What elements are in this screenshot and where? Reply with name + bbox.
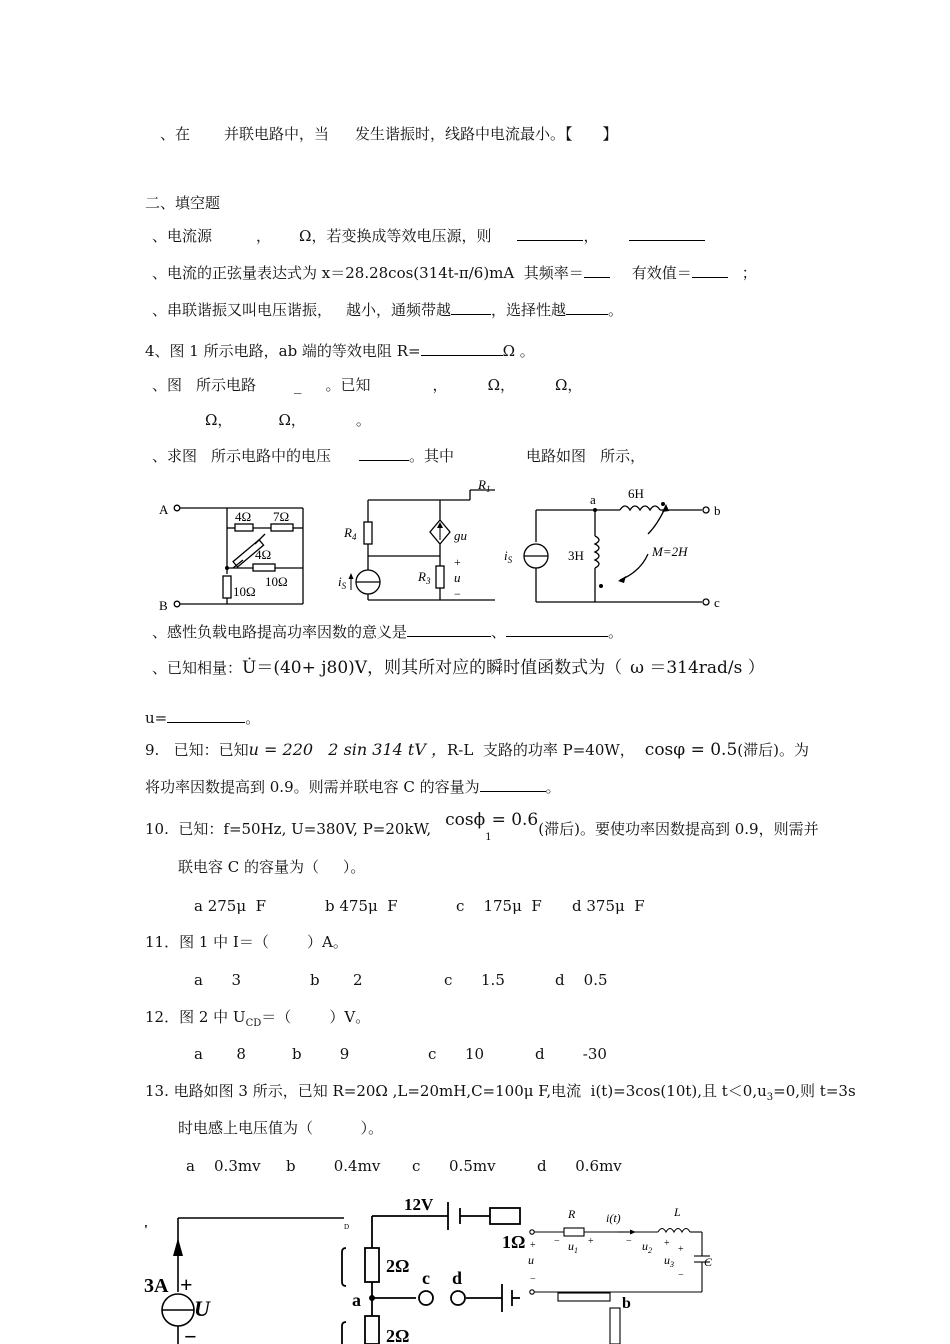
question-10 (145, 810, 819, 846)
svg-text:u1 (568, 1239, 578, 1255)
text: Ω， (555, 376, 583, 394)
answer-blank[interactable] (407, 621, 491, 637)
mutual-inductance-label: M=2H (652, 544, 688, 559)
option[interactable]: b 0.4mv (286, 1157, 381, 1175)
question-10-cont: 联电容 C 的容量为（ ）。 (178, 858, 366, 876)
resistor-label: 10Ω (233, 584, 256, 599)
text: ； (741, 264, 757, 282)
resistor-label: 10Ω (265, 574, 288, 589)
answer-blank[interactable] (506, 621, 608, 637)
option[interactable]: d 0.5 (555, 971, 608, 989)
minus-sign: − (530, 1274, 536, 1285)
fill-5-cont (205, 410, 371, 430)
text: 、图 (152, 376, 183, 394)
answer-blank[interactable] (584, 262, 610, 278)
svg-text:u3 (664, 1253, 674, 1269)
figure-3-mutual-inductance-circuit (500, 484, 740, 610)
resistor-label: 1Ω (502, 1232, 526, 1252)
svg-text:u2 (642, 1239, 652, 1255)
text: ， (256, 227, 272, 245)
voltage-label: 12V (404, 1195, 434, 1214)
minus-sign: − (454, 587, 461, 601)
question-13 (145, 1081, 856, 1108)
text: ＝（ ）V。 (261, 1008, 371, 1026)
resistor-label: R (344, 525, 352, 540)
text: 。 (608, 301, 624, 319)
text: _ (294, 376, 302, 394)
text: 、在 (160, 125, 191, 143)
text: 。 (355, 411, 371, 429)
omega-expression: ω ＝314rad/s ） (630, 658, 765, 678)
current-label: i(t) (606, 1211, 621, 1225)
svg-text:R3 (417, 569, 431, 586)
resistor-label: R (418, 569, 426, 584)
text: 12．图 2 中 U (145, 1008, 246, 1026)
subscript: 2 (648, 1246, 652, 1255)
resistor-label: R (478, 477, 486, 492)
inductor-label: L (674, 1205, 681, 1219)
answer-blank[interactable] (451, 299, 491, 315)
text: 、感性负载电路提高功率因数的意义是 (152, 623, 408, 641)
subscript: S (507, 555, 513, 565)
voltage-label: u (664, 1253, 670, 1267)
voltage-label: u (454, 570, 461, 585)
answer-blank[interactable] (421, 340, 503, 356)
current-source-label: i (338, 574, 342, 589)
resistor-label: 2Ω (386, 1256, 410, 1276)
text: Ω， (487, 376, 515, 394)
terminal-b-label: B (159, 598, 168, 613)
question-11: 11．图 1 中 I＝（ ）A。 (145, 933, 348, 951)
text: u= (145, 709, 168, 727)
option[interactable]: a 0.3mv (186, 1157, 261, 1175)
figure-6-rlc-series-circuit (518, 1204, 723, 1344)
dependent-source-label: gu (454, 528, 467, 543)
text: 发生谐振时，线路中电流最小。【 (355, 125, 573, 143)
subscript: 3 (670, 1260, 674, 1269)
figure-5-voltage-source-circuit (336, 1188, 526, 1344)
fill-1 (152, 225, 705, 246)
question-9 (145, 740, 809, 760)
option[interactable]: c 175μ F (456, 897, 542, 915)
text: Ω，若变换成等效电压源，则 (299, 227, 492, 245)
option[interactable]: c 1.5 (444, 971, 505, 989)
option[interactable]: b 9 (292, 1045, 350, 1063)
figure-2-dependent-source-circuit (330, 476, 495, 606)
question-12 (145, 1007, 370, 1034)
resistor-label: R (568, 1207, 576, 1221)
node-a-label: a (590, 492, 596, 507)
subscript: 3 (766, 1092, 774, 1103)
current-source-label: 3A (144, 1275, 169, 1297)
plus-sign: + (454, 555, 461, 569)
plus-sign: + (588, 1236, 594, 1247)
text: 4、图 1 所示电路，ab 端的等效电阻 R= (145, 342, 421, 360)
terminal-b-label: b (714, 503, 721, 518)
answer-blank[interactable] (517, 225, 583, 241)
minus-sign: − (678, 1270, 684, 1281)
text: 。已知 (325, 376, 371, 394)
text: Ω， (205, 411, 233, 429)
option[interactable]: d 375μ F (572, 897, 645, 915)
text: ， (583, 227, 599, 245)
answer-blank[interactable] (167, 707, 245, 723)
text: 、电流的正弦量表达式为 x＝28.28cos(314t-π/6)mA 其频率＝ (152, 264, 584, 282)
plus-sign: + (530, 1240, 536, 1251)
fill-4 (145, 340, 535, 361)
q-line-1 (160, 124, 618, 144)
text: 10. 已知：f=50Hz, U=380V, P=20kW, (145, 820, 432, 838)
subscript: 1 (485, 484, 491, 494)
question-13-cont: 时电感上电压值为（ ）。 (178, 1119, 384, 1137)
fill-7 (152, 621, 623, 642)
subscript: CD (245, 1018, 262, 1029)
formula: = 0.6 (491, 810, 539, 830)
phasor-expression: U̇＝(40+ j80)V，则其所对应的瞬时值函数式为（ (242, 658, 623, 678)
svg-text:iS (338, 574, 347, 591)
node-d-label: D (344, 1223, 350, 1231)
voltage-label: u (568, 1239, 574, 1253)
fill-5 (152, 375, 582, 395)
option[interactable]: a 3 (194, 971, 242, 989)
fill-3 (152, 299, 623, 320)
text: 。 (545, 778, 561, 796)
minus-sign: − (184, 1324, 197, 1344)
minus-sign: − (626, 1236, 632, 1247)
text: 、电流源 (152, 227, 213, 245)
text: 。 (245, 709, 261, 727)
figure-1-resistor-network (155, 488, 315, 612)
answer-blank[interactable] (359, 445, 409, 461)
text: 、已知相量： (152, 659, 243, 677)
resistor-label: 4Ω (235, 509, 252, 524)
node-b-label: b (622, 1295, 631, 1312)
node-d-label: d (452, 1268, 463, 1288)
option[interactable]: d -30 (535, 1045, 607, 1063)
text: ，选择性越 (491, 301, 567, 319)
option[interactable]: d 0.6mv (537, 1157, 622, 1175)
subscript: 3 (425, 576, 431, 586)
fill-6 (152, 445, 645, 466)
resistor-label: 4Ω (255, 547, 272, 562)
option[interactable]: c 0.5mv (412, 1157, 496, 1175)
resistor-label: 7Ω (273, 509, 290, 524)
figure-4-current-source-circuit (140, 1200, 355, 1344)
plus-sign: + (664, 1238, 670, 1249)
fill-2 (152, 262, 757, 283)
text: 所示电路 (196, 376, 257, 394)
subscript: 1 (574, 1246, 578, 1255)
voltage-label: u (642, 1239, 648, 1253)
option[interactable]: b 475μ F (325, 897, 398, 915)
question-9-cont (145, 776, 561, 797)
option[interactable]: c 10 (428, 1045, 485, 1063)
option[interactable]: a 275μ F (194, 897, 267, 915)
svg-text:R4 (343, 525, 357, 542)
terminal-c-label: c (714, 595, 720, 610)
text: 有效值＝ (631, 264, 692, 282)
node-c-label: c (422, 1268, 430, 1288)
text: Ω， (278, 411, 306, 429)
subscript: S (341, 581, 347, 591)
text: 】 (602, 125, 618, 143)
option[interactable]: b 2 (310, 971, 363, 989)
section-title: 二、填空题 (145, 194, 221, 212)
text: 13. 电路如图 3 所示，已知 R=20Ω ,L=20mH,C=100μ F,电流 i(t)=3cos(10t),且 t＜0,u (145, 1082, 767, 1100)
answer-blank[interactable] (566, 299, 608, 315)
text: 所示， (600, 447, 646, 465)
formula: cosφ = 0.5 (644, 740, 738, 760)
text: (滞后)。为 (737, 741, 809, 759)
svg-text:R1 (477, 477, 490, 494)
minus-sign: − (554, 1236, 560, 1247)
text: 所示电路中的电压 (211, 447, 332, 465)
text: 、求图 (152, 447, 198, 465)
text: 电路如图 (526, 447, 587, 465)
subscript: 1 (485, 832, 492, 843)
text: 。 (608, 623, 624, 641)
svg-text:iS (504, 548, 513, 565)
current-source-label: i (504, 548, 508, 563)
text: 并联电路中，当 (224, 125, 330, 143)
text: 9. 已知：已知 (145, 741, 249, 759)
answer-blank[interactable] (480, 776, 546, 792)
answer-blank[interactable] (692, 262, 728, 278)
text: R-L 支路的功率 P=40W， (447, 741, 635, 759)
text: =0,则 t=3s (773, 1082, 856, 1100)
text: ， (432, 376, 448, 394)
voltage-label: u (528, 1253, 534, 1267)
inductor-label: 3H (568, 548, 584, 563)
node-a-label: a (352, 1290, 361, 1310)
fill-8 (152, 658, 765, 678)
option[interactable]: a 8 (194, 1045, 246, 1063)
answer-u (145, 707, 260, 728)
formula: cosϕ (445, 810, 486, 830)
plus-sign: + (180, 1272, 193, 1297)
text: 、串联谐振又叫电压谐振， (152, 301, 333, 319)
text: 将功率因数提高到 0.9。则需并联电容 C 的容量为 (145, 778, 480, 796)
voltage-label: U (194, 1296, 210, 1321)
text: Ω 。 (502, 342, 535, 360)
terminal-a-label: A (159, 502, 169, 517)
subscript: 4 (351, 532, 357, 542)
plus-sign: + (678, 1244, 684, 1255)
figure-mark: ' (144, 1223, 148, 1238)
text: (滞后)。要使功率因数提高到 0.9，则需并 (538, 820, 819, 838)
capacitor-label: C (704, 1255, 713, 1269)
answer-blank[interactable] (629, 225, 705, 241)
text: 、 (491, 623, 507, 641)
resistor-label: 2Ω (386, 1326, 410, 1344)
text: 。其中 (409, 447, 455, 465)
text: 越小，通频带越 (346, 301, 452, 319)
formula: u = 220 2 sin 314 tV ， (248, 740, 447, 759)
inductor-label: 6H (628, 486, 644, 501)
